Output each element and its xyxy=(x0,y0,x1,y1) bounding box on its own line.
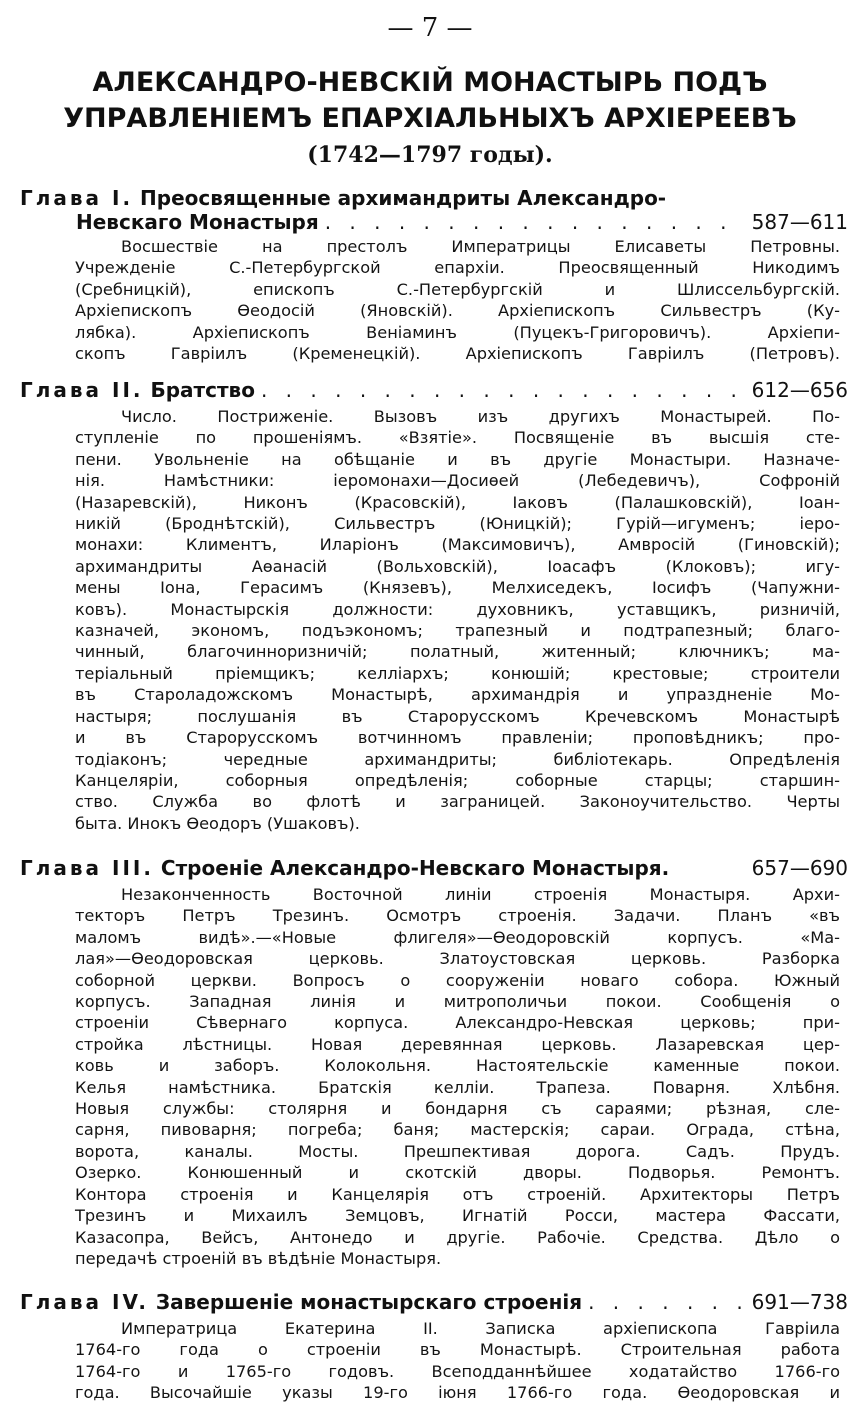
chapter-2-summary xyxy=(75,406,840,834)
chapter-4-heading xyxy=(20,1290,848,1314)
chapter-2-line: настыря; послушанія въ Старорусскомъ Кречевскомъ Монастырѣ xyxy=(75,706,840,726)
chapter-2-line: и въ Старорусскомъ вотчинномъ правленіи; проповѣдникъ; про- xyxy=(75,728,840,748)
chapter-1-title-line-2: Невскаго Монастыря xyxy=(76,210,319,234)
chapter-2-line: (Назаревскій), Никонъ (Красовскій), Іаковъ (Палашковскій), Іоан- xyxy=(75,492,840,512)
chapter-1-leader-dots xyxy=(325,210,746,234)
chapter-3-line: передачѣ строеній въ вѣдѣніе Монастыря. xyxy=(75,1248,442,1268)
chapter-2-line: нія. Намѣстники: іеромонахи—Досиѳей (Лебедевичъ), Софроній xyxy=(75,471,840,491)
chapter-2-heading xyxy=(20,378,848,402)
chapter-2-line: Канцеляріи, соборныя опредѣленія; соборные старцы; старшин- xyxy=(75,770,840,790)
chapter-1-heading xyxy=(20,186,848,234)
chapter-3-line: ворота, каналы. Мосты. Прешпективая дорога. Садъ. Прудъ. xyxy=(75,1141,840,1161)
chapter-3-title: Строеніе Александро-Невскаго Монастыря. xyxy=(160,856,670,880)
chapter-3-line: маломъ видѣ».—«Новые флигеля»—Ѳеодоровскій корпусъ. «Ма- xyxy=(75,927,840,947)
chapter-3-pages: 657—690 xyxy=(751,856,848,880)
chapter-3-line: строеніи Сѣвернаго корпуса. Александро-Невская церковь; при- xyxy=(75,1013,840,1033)
chapter-2-line: ступленіе по прошеніямъ. «Взятіе». Посвященіе въ высшія сте- xyxy=(75,428,840,448)
chapter-1-title-line-1: Преосвященные архимандриты Александро- xyxy=(140,186,667,210)
chapter-2-line: въ Староладожскомъ Монастырѣ, архимандрія и упраздненіе Мо- xyxy=(75,685,840,705)
chapter-2-leader-dots xyxy=(261,378,746,402)
chapter-4-line: 1764-го и 1765-го годовъ. Всеподданнѣйшее ходатайство 1766-го xyxy=(75,1361,840,1381)
chapter-2-pages: 612—656 xyxy=(751,378,848,402)
chapter-2-line: ковъ). Монастырскія должности: духовникъ, уставщикъ, ризничій, xyxy=(75,599,840,619)
chapter-4-label: Глава IV. xyxy=(20,1290,149,1314)
chapter-4-line: года. Высочайшіе указы 19-го іюня 1766-го года. Ѳеодоровская и xyxy=(75,1383,840,1403)
chapter-2-line: мены Іона, Герасимъ (Князевъ), Мелхиседекъ, Іосифъ (Чапужни- xyxy=(75,578,840,598)
chapter-2-line: быта. Инокъ Ѳеодоръ (Ушаковъ). xyxy=(75,813,360,833)
section-title-line-2: УПРАВЛЕНІЕМЪ ЕПАРХІАЛЬНЫХЪ АРХІЕРЕЕВЪ xyxy=(63,103,797,134)
chapter-2-line: чинный, благочинноризничій; полатный, житенный; ключникъ; ма- xyxy=(75,642,840,662)
chapter-1-summary xyxy=(75,236,840,364)
chapter-1-line: Архіепископъ Ѳеодосій (Яновскій). Архіепископъ Сильвестръ (Ку- xyxy=(75,301,840,321)
chapter-3-label: Глава III. xyxy=(20,856,154,880)
chapter-2-line: пени. Увольненіе на обѣщаніе и въ другіе Монастыри. Назначе- xyxy=(75,449,840,469)
chapter-1-line: (Сребницкій), епископъ С.-Петербургскій и Шлиссельбургскій. xyxy=(75,279,840,299)
chapter-1-label: Глава I. xyxy=(20,186,134,210)
chapter-3-line: ковь и заборъ. Колокольня. Настоятельскіе каменные покои. xyxy=(75,1056,840,1076)
chapter-4-summary xyxy=(75,1318,840,1404)
chapter-1-line: скопъ Гавріилъ (Кременецкій). Архіепископъ Гавріилъ (Петровъ). xyxy=(75,344,840,364)
chapter-3-line: стройка лѣстницы. Новая деревянная церковь. Лазаревская цер- xyxy=(75,1034,840,1054)
chapter-3-heading xyxy=(20,856,848,880)
chapter-2-line: монахи: Климентъ, Иларіонъ (Максимовичъ), Амвросій (Гиновскій); xyxy=(75,535,840,555)
chapter-3-line: Незаконченность Восточной линіи строенія Монастыря. Архи- xyxy=(121,885,840,904)
chapter-4-title: Завершеніе монастырскаго строенія xyxy=(155,1290,583,1314)
chapter-3-summary xyxy=(75,884,840,1269)
chapter-1-pages: 587—611 xyxy=(751,210,848,234)
chapter-3-line: корпусъ. Западная линія и митрополичьи покои. Сообщенія о xyxy=(75,992,840,1012)
chapter-3-line: Контора строенія и Канцелярія отъ строеній. Архитекторы Петръ xyxy=(75,1184,840,1204)
section-title-line-1: АЛЕКСАНДРО-НЕВСКІЙ МОНАСТЫРЬ ПОДЪ xyxy=(92,67,768,98)
chapter-4-pages: 691—738 xyxy=(751,1290,848,1314)
chapter-1-line: Восшествіе на престолъ Императрицы Елисаветы Петровны. xyxy=(121,237,840,256)
page-number: — 7 — xyxy=(387,13,473,43)
chapter-3-line: соборной церкви. Вопросъ о сооруженіи новаго собора. Южный xyxy=(75,970,840,990)
chapter-3-line: Казасопра, Вейсъ, Антонедо и другіе. Рабочіе. Средства. Дѣло о xyxy=(75,1227,840,1247)
chapter-3-line: Трезинъ и Михаилъ Земцовъ, Игнатій Росси, мастера Фассати, xyxy=(75,1206,840,1226)
chapter-2-line: казначей, экономъ, подъэкономъ; трапезный и подтрапезный; благо- xyxy=(75,621,840,641)
chapter-2-line: никій (Броднѣтскій), Сильвестръ (Юницкій); Гурій—игуменъ; іеро- xyxy=(75,514,840,534)
chapter-1-line: лябка). Архіепископъ Веніаминъ (Пуцекъ-Григоровичъ). Архіепи- xyxy=(75,322,840,342)
chapter-4-line: Императрица Екатерина II. Записка архіепископа Гавріила xyxy=(121,1319,840,1338)
chapter-2-line: Число. Постриженіе. Вызовъ изъ другихъ Монастырей. По- xyxy=(121,407,840,426)
chapter-3-line: текторъ Петръ Трезинъ. Осмотръ строенія. Задачи. Планъ «въ xyxy=(75,906,840,926)
chapter-2-line: архимандриты Аѳанасій (Вольховскій), Іоасафъ (Клоковъ); игу- xyxy=(75,556,840,576)
chapter-3-line: Новыя службы: столярня и бондарня съ сараями; рѣзная, сле- xyxy=(75,1099,840,1119)
chapter-3-line: лая»—Ѳеодоровская церковь. Златоустовская церковь. Разборка xyxy=(75,949,840,969)
chapter-3-line: Келья намѣстника. Братскія келліи. Трапеза. Поварня. Хлѣбня. xyxy=(75,1077,840,1097)
chapter-4-leader-dots xyxy=(588,1290,746,1314)
section-years: (1742—1797 годы). xyxy=(307,142,553,168)
chapter-2-line: тодіаконъ; чередные архимандриты; библіотекарь. Опредѣленія xyxy=(75,749,840,769)
chapter-1-line: Учрежденіе С.-Петербургской епархіи. Преосвященный Никодимъ xyxy=(75,258,840,278)
chapter-2-line: ство. Служба во флотѣ и заграницей. Законоучительство. Черты xyxy=(75,792,840,812)
chapter-2-label: Глава II. xyxy=(20,378,144,402)
chapter-3-line: сарня, пивоварня; погреба; баня; мастерскія; сараи. Ограда, стѣна, xyxy=(75,1120,840,1140)
chapter-2-title: Братство xyxy=(150,378,255,402)
chapter-4-line: 1764-го года о строеніи въ Монастырѣ. Строительная работа xyxy=(75,1340,840,1360)
chapter-2-line: теріальный пріемщикъ; келліархъ; конюшій; крестовые; строители xyxy=(75,663,840,683)
chapter-3-line: Озерко. Конюшенный и скотскій дворы. Подворья. Ремонтъ. xyxy=(75,1163,840,1183)
